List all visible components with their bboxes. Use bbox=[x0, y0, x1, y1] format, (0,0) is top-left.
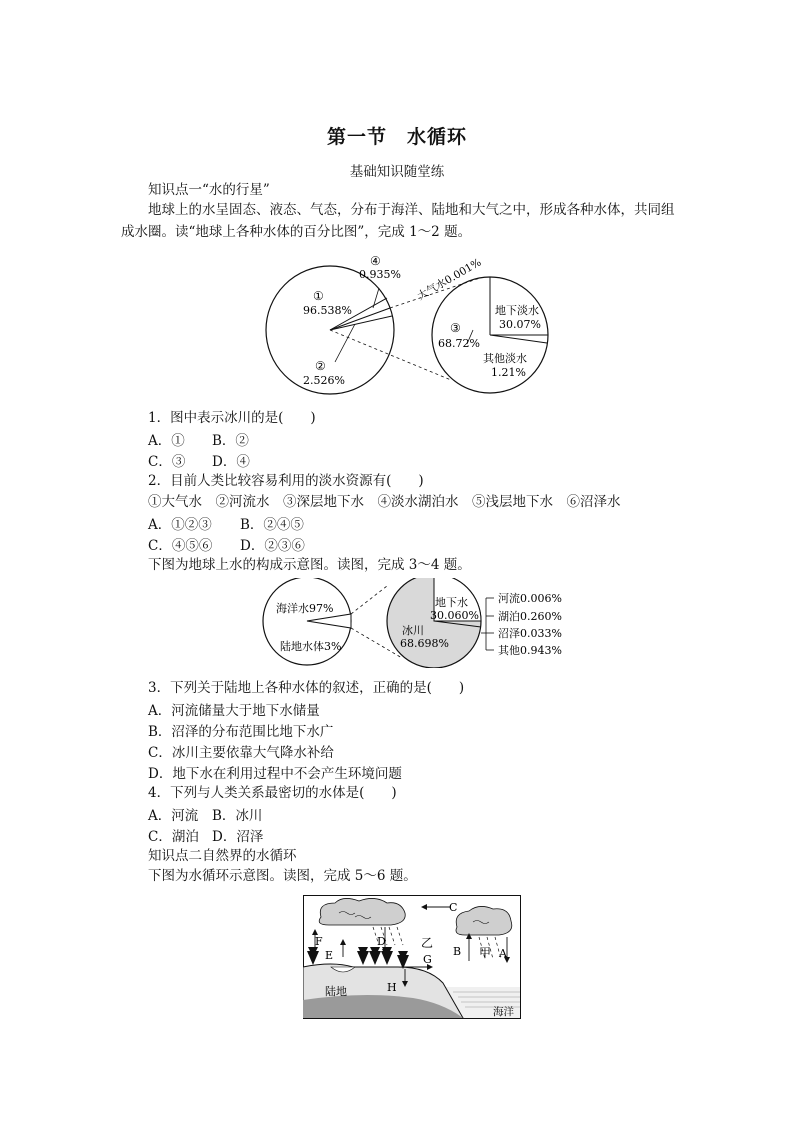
fig2-glacier-val: 68.698% bbox=[400, 637, 449, 650]
q2-option-d[interactable]: D．②③⑥ bbox=[240, 538, 305, 554]
page-title: 第一节 水循环 bbox=[326, 126, 467, 148]
fig1-label-4: ④ bbox=[370, 254, 381, 268]
fig3-label-sea: 海洋 bbox=[493, 1006, 514, 1018]
q4-option-a[interactable]: A．河流 bbox=[148, 808, 199, 824]
fig1-val-2: 2.526% bbox=[303, 374, 345, 387]
q3-option-d[interactable]: D．地下水在利用过程中不会产生环境问题 bbox=[148, 766, 402, 782]
q3-option-b[interactable]: B．沼泽的分布范围比地下水广 bbox=[148, 724, 334, 740]
q3-option-a[interactable]: A．河流储量大于地下水储量 bbox=[148, 703, 320, 719]
q1-stem: 1．图中表示冰川的是( ) bbox=[148, 410, 316, 426]
figure-water-cycle bbox=[303, 895, 521, 1019]
fig3-label-h: H bbox=[387, 981, 397, 994]
fig2-swamp: 沼泽0.033% bbox=[498, 627, 562, 640]
figure-water-percent bbox=[255, 250, 555, 400]
fig3-label-e: E bbox=[325, 949, 334, 962]
fig2-other: 其他0.943% bbox=[498, 644, 562, 657]
fig3-label-land: 陆地 bbox=[325, 985, 347, 998]
fig1-other-val: 1.21% bbox=[491, 366, 526, 379]
fig3-label-d: D bbox=[377, 935, 386, 948]
fig2-lake: 湖泊0.260% bbox=[498, 610, 562, 623]
section2-heading: 知识点二自然界的水循环 bbox=[148, 848, 297, 864]
fig1-val-1: 96.538% bbox=[303, 304, 352, 317]
q2-items: ①大气水 ②河流水 ③深层地下水 ④淡水湖泊水 ⑤浅层地下水 ⑥沼泽水 bbox=[148, 494, 621, 510]
q1-option-a[interactable]: A．① bbox=[148, 433, 185, 449]
fig3-label-jia: 甲 bbox=[479, 946, 492, 960]
fig3-label-a: A bbox=[499, 947, 507, 960]
fig1-label-3: ③ bbox=[450, 321, 461, 335]
section1-heading: 知识点一“水的行星” bbox=[148, 182, 270, 198]
fig3-label-c: C bbox=[449, 901, 458, 914]
q1-option-c[interactable]: C．③ bbox=[148, 454, 186, 470]
q4-option-c[interactable]: C．湖泊 bbox=[148, 829, 199, 845]
q2-option-a[interactable]: A．①②③ bbox=[148, 517, 212, 533]
fig2-glacier-name: 冰川 bbox=[402, 624, 424, 637]
q4-option-d[interactable]: D．沼泽 bbox=[212, 829, 264, 845]
page-subtitle: 基础知识随堂练 bbox=[349, 164, 445, 180]
fig2-ocean: 海洋水97% bbox=[276, 602, 334, 615]
fig1-label-2: ② bbox=[315, 359, 326, 373]
fig1-ground-val: 30.07% bbox=[499, 318, 541, 331]
section2-intro: 下图为水循环示意图。读图，完成 5～6 题。 bbox=[148, 868, 417, 884]
q1-option-b[interactable]: B．② bbox=[212, 433, 249, 449]
fig1-ground-name: 地下淡水 bbox=[495, 304, 539, 317]
q1-option-d[interactable]: D．④ bbox=[212, 454, 250, 470]
q3-stem: 3．下列关于陆地上各种水体的叙述，正确的是( ) bbox=[148, 680, 465, 696]
figure-water-composition bbox=[262, 578, 572, 668]
q4-stem: 4．下列与人类关系最密切的水体是( ) bbox=[148, 785, 397, 801]
fig2-ground-val: 30.060% bbox=[430, 609, 479, 622]
fig1-val-4: 0.935% bbox=[359, 268, 401, 281]
section1-intro: 地球上的水呈固态、液态、气态，分布于海洋、陆地和大气之中，形成各种水体，共同组成水圈。读“地球上各种水体的百分比图”，完成 1～2 题。 bbox=[121, 202, 675, 240]
fig2-river: 河流0.006% bbox=[498, 592, 562, 605]
fig3-label-g: G bbox=[423, 953, 432, 966]
fig3-label-b: B bbox=[453, 945, 462, 958]
fig3-label-yi: 乙 bbox=[421, 936, 434, 950]
q4-option-b[interactable]: B．冰川 bbox=[212, 808, 263, 824]
fig3-label-f: F bbox=[315, 935, 323, 948]
fig1-label-1: ① bbox=[313, 289, 324, 303]
fig2-land: 陆地水体3% bbox=[280, 640, 342, 653]
q2-stem: 2．目前人类比较容易利用的淡水资源有( ) bbox=[148, 473, 424, 489]
q3-option-c[interactable]: C．冰川主要依靠大气降水补给 bbox=[148, 745, 334, 761]
fig1-atmos: 大气水0.001% bbox=[415, 256, 484, 303]
fig1-other-name: 其他淡水 bbox=[483, 352, 527, 365]
fig1-val-3: 68.72% bbox=[438, 337, 480, 350]
fig2-ground-name: 地下水 bbox=[435, 596, 468, 609]
q2-option-c[interactable]: C．④⑤⑥ bbox=[148, 538, 213, 554]
intro-q3-4: 下图为地球上水的构成示意图。读图，完成 3～4 题。 bbox=[148, 557, 471, 573]
q2-option-b[interactable]: B．②④⑤ bbox=[240, 517, 304, 533]
